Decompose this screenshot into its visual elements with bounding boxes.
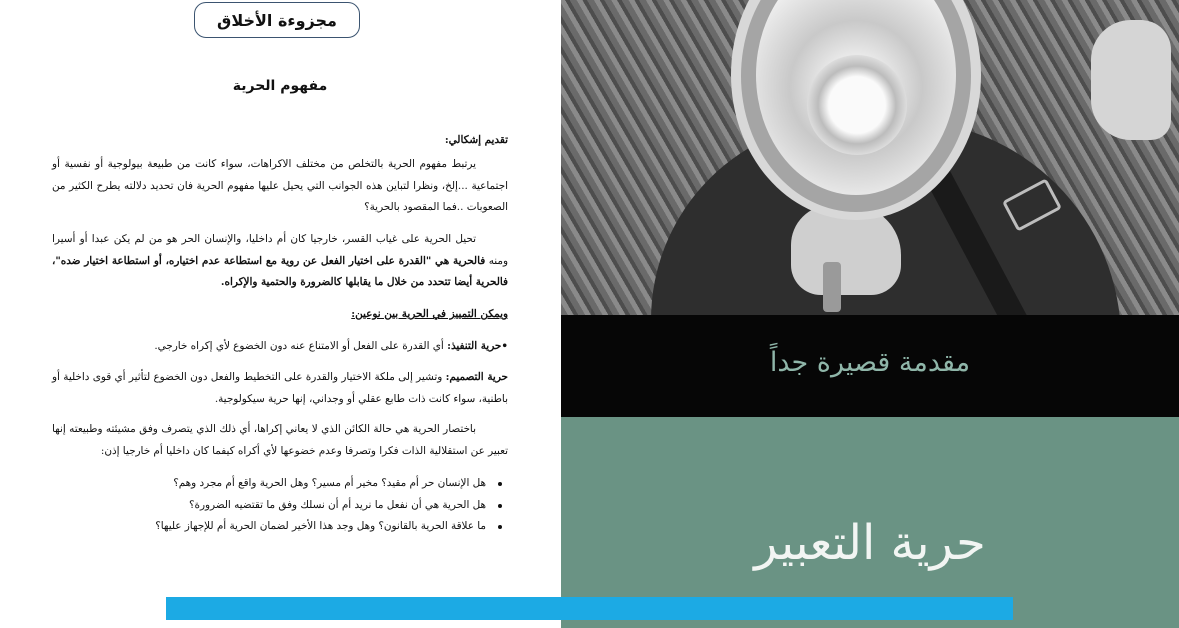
distinction-paragraph <box>52 304 508 326</box>
questions-list <box>52 473 508 538</box>
raised-hand-shape <box>1091 20 1171 140</box>
unit-title-box: مجزوءة الأخلاق <box>194 2 360 38</box>
series-title: مقدمة قصيرة جداً <box>769 347 971 378</box>
document-page <box>0 0 561 628</box>
lesson-title: مفهوم الحرية <box>232 78 328 94</box>
book-title: حرية التعبير <box>754 515 986 571</box>
megaphone-handle-shape <box>823 262 841 312</box>
definition-bold: فالحرية هي "القدرة على اختيار الفعل عن روية مع استطاعة عدم اختياره، أو استطاعة اختيار ضده"، فالحرية أيضا تتحدد من خلال ما يقابلها كالضرورة والحتمية والإكراه. <box>52 254 508 288</box>
execution-text: أي القدرة على الفعل أو الامتناع عنه دون الخضوع لأي إكراه خارجي. <box>154 340 444 352</box>
decision-paragraph <box>52 367 508 410</box>
blue-overlay-bar <box>166 597 1013 620</box>
intro-heading: تقديم إشكالي: <box>444 134 508 146</box>
decision-term: حرية التصميم: <box>445 371 508 383</box>
distinction-heading: ويمكن التمييز في الحرية بين نوعين: <box>351 308 508 320</box>
intro-heading-paragraph <box>52 130 508 152</box>
question-item: هل الإنسان حر أم مقيد؟ مخير أم مسير؟ وهل الحرية واقع أم مجرد وهم؟ <box>52 473 486 495</box>
megaphone-hub-shape <box>807 55 907 155</box>
execution-paragraph <box>52 336 508 358</box>
execution-term: •حرية التنفيذ: <box>447 340 508 352</box>
question-item: ما علاقة الحرية بالقانون؟ وهل وجد هذا الأخير لضمان الحرية أم للإجهاز عليها؟ <box>52 516 486 538</box>
question-item: هل الحرية هي أن نفعل ما نريد أم أن نسلك وفق ما تقتضيه الضرورة؟ <box>52 495 486 517</box>
definition-paragraph <box>52 229 508 294</box>
definition-text: تحيل الحرية على غياب القسر، خارجيا كان أم داخليا، والإنسان الحر هو من لم يكن عبدا أو أسيرا ومنه <box>52 233 508 267</box>
decision-text: وتشير إلى ملكة الاختيار والقدرة على التخطيط والفعل دون الخضوع لتأثير أي قوى داخلية أو باطنية، سواء كانت ذات طابع عقلي أو وجداني، إنها حرية سيكولوجية. <box>52 371 508 405</box>
book-cover <box>561 0 1179 628</box>
intro-paragraph: يرتبط مفهوم الحرية بالتخلص من مختلف الاكراهات، سواء كانت من طبيعة بيولوجية أو نفسية أو اجتماعية ...إلخ، ونظرا لتباين هذه الجوانب التي يحيل عليها مفهوم الحرية فان تحديد دلالته يطرح الكثير من الصعوبات ..فما المقصود بالحرية؟ <box>52 158 508 213</box>
summary-paragraph: باختصار الحرية هي حالة الكائن الذي لا يعاني إكراها، أي ذلك الذي يتصرف وفق مشيئته وطبيعته إنها تعبير عن استقلالية الذات فكرا وتصرفا وعدم خضوعها لأي أكراه كيفما كان داخليا أم خارجيا إذن: <box>52 423 508 457</box>
cover-photo-megaphone <box>561 0 1179 315</box>
